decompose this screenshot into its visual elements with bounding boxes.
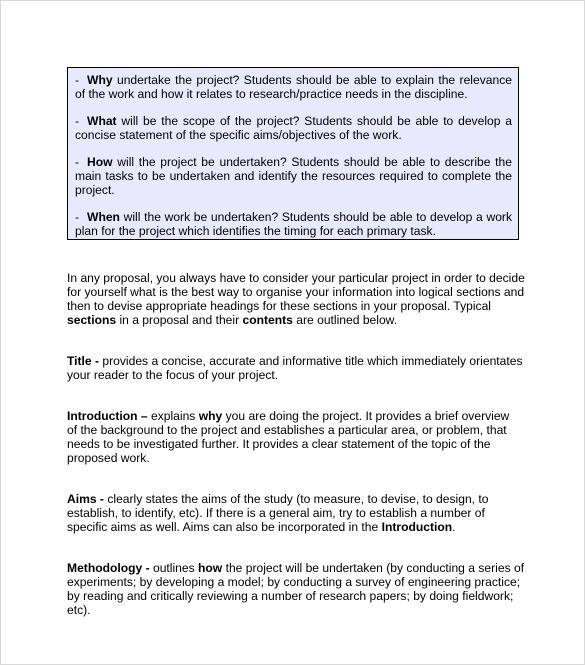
question-when [75, 210, 512, 238]
intro-text: are outlined below. [292, 313, 398, 327]
section-text: outlines [149, 561, 199, 575]
intro-text: in a proposal and their [116, 313, 243, 327]
question-keyword: When [87, 210, 120, 224]
question-what [75, 114, 512, 142]
question-text: will the work be undertaken? Students should be able to develop a work plan for the project which identifies the timing for each primary task. [75, 210, 512, 238]
intro-paragraph [67, 271, 527, 327]
project-questions-box [67, 67, 519, 240]
question-text: undertake the project? Students should be able to explain the relevance of the work and how it relates to research/practice needs in the discipline. [75, 73, 512, 101]
question-keyword: Why [87, 73, 113, 87]
question-how [75, 155, 512, 197]
section-text: provides a concise, accurate and informative title which immediately orientates your reader to the focus of your project. [67, 354, 523, 382]
section-heading: Methodology - [67, 561, 150, 575]
bullet-dash: - [75, 114, 80, 128]
methodology-section [67, 561, 527, 617]
question-text: will the project be undertaken? Students should be able to describe the main tasks to be undertaken and identify the resources required to complete the project. [75, 155, 512, 197]
section-text: clearly states the aims of the study (to measure, to devise, to design, to establish, to identify, etc). If there is a general aim, try to establish a number of specific aims as well. Aims can also be incorporated in the [67, 492, 489, 534]
intro-bold-contents: contents [242, 313, 293, 327]
section-text: . [452, 520, 456, 534]
bullet-dash: - [75, 73, 80, 87]
intro-bold-sections: sections [67, 313, 117, 327]
section-heading: Aims - [67, 492, 104, 506]
question-why [75, 73, 512, 101]
bullet-dash: - [75, 155, 80, 169]
section-text: explains [147, 409, 199, 423]
bullet-dash: - [75, 210, 80, 224]
section-text: you are doing the project. It provides a brief overview of the background to the project and establishes a particular area, or problem, that needs to be investigated further. It provides a clear statement of the topic of the proposed work. [67, 409, 510, 465]
question-text: will be the scope of the project? Students should be able to develop a concise statement of the specific aims/objectives of the work. [75, 114, 512, 142]
section-bold: why [198, 409, 223, 423]
question-keyword: How [87, 155, 113, 169]
aims-section [67, 492, 527, 534]
section-bold: Introduction [381, 520, 453, 534]
title-section [67, 354, 529, 382]
intro-text: In any proposal, you always have to consider your particular project in order to decide for yourself what is the best way to organise your information into logical sections and then to devise appropriate headings for these sections in your proposal. Typical [67, 271, 525, 313]
question-keyword: What [87, 114, 117, 128]
section-text: the project will be undertaken (by conducting a series of experiments; by developing a model; by conducting a survey of engineering practice; by reading and critically reviewing a number of research papers; by doing fieldwork; etc). [67, 561, 525, 617]
introduction-section [67, 409, 521, 465]
section-heading: Title - [67, 354, 100, 368]
section-heading: Introduction – [67, 409, 148, 423]
section-bold: how [198, 561, 223, 575]
